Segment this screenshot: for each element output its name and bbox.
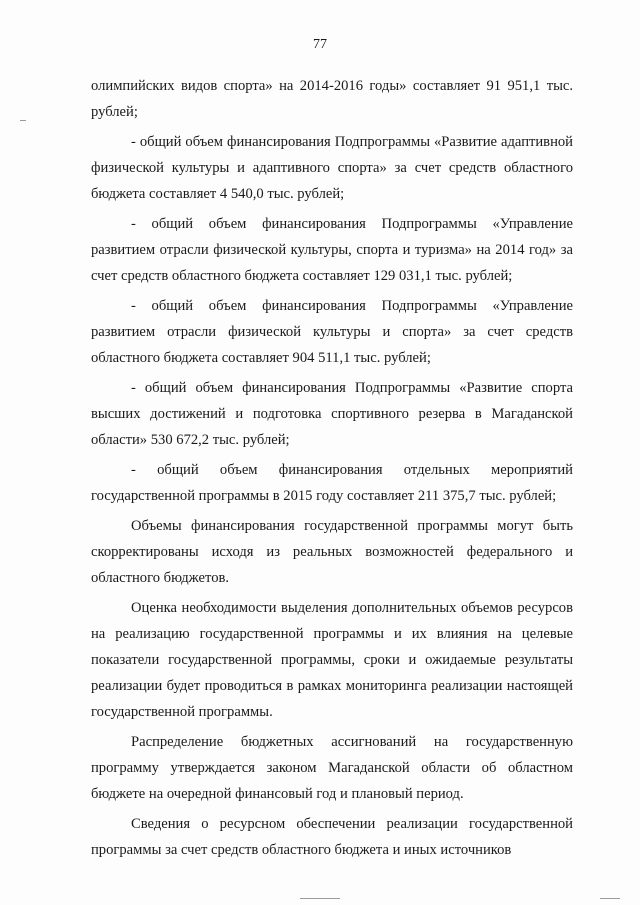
bullet-adaptive-sport-funding: - общий объем финансирования Подпрограммы «Развитие адаптивной физической культуры и адаптивного спорта» за счет средств областного бюджета составляет 4 540,0 тыс. рублей; [91, 134, 573, 202]
paragraph-budget-allocation: Распределение бюджетных ассигнований на государственную программу утверждается законом Магаданской области об областном бюджете на очередной финансовый год и плановый период. [91, 734, 573, 802]
paragraph-funding-adjustment: Объемы финансирования государственной программы могут быть скорректированы исходя из реальных возможностей федерального и областного бюджетов. [91, 518, 573, 586]
paragraph-continuation: олимпийских видов спорта» на 2014-2016 годы» составляет 91 951,1 тыс. рублей; [91, 78, 573, 120]
paragraph-additional-resources: Оценка необходимости выделения дополнительных объемов ресурсов на реализацию государственной программы и их влияния на целевые показатели государственной программы, сроки и ожидаемые результаты реализации будет проводиться в рамках мониторинга реализации настоящей государственной программы. [91, 600, 573, 720]
scan-mark [300, 898, 340, 899]
paragraph-resource-provision: Сведения о ресурсном обеспечении реализации государственной программы за счет средств областного бюджета и иных источников [91, 816, 573, 858]
scan-mark [600, 898, 620, 899]
page-number: 77 [313, 37, 327, 52]
body-text [91, 73, 573, 863]
bullet-high-achievement-sport-funding: - общий объем финансирования Подпрограммы «Развитие спорта высших достижений и подготовка спортивного резерва в Магаданской области» 530 672,2 тыс. рублей; [91, 380, 573, 448]
bullet-management-funding: - общий объем финансирования Подпрограммы «Управление развитием отрасли физической культуры и спорта» за счет средств областного бюджета составляет 904 511,1 тыс. рублей; [91, 298, 573, 366]
bullet-separate-measures-funding: - общий объем финансирования отдельных мероприятий государственной программы в 2015 году составляет 211 375,7 тыс. рублей; [91, 462, 573, 504]
bullet-management-2014-funding: - общий объем финансирования Подпрограммы «Управление развитием отрасли физической культуры, спорта и туризма» на 2014 год» за счет средств областного бюджета составляет 129 031,1 тыс. рублей; [91, 216, 573, 284]
scan-mark [20, 120, 26, 121]
